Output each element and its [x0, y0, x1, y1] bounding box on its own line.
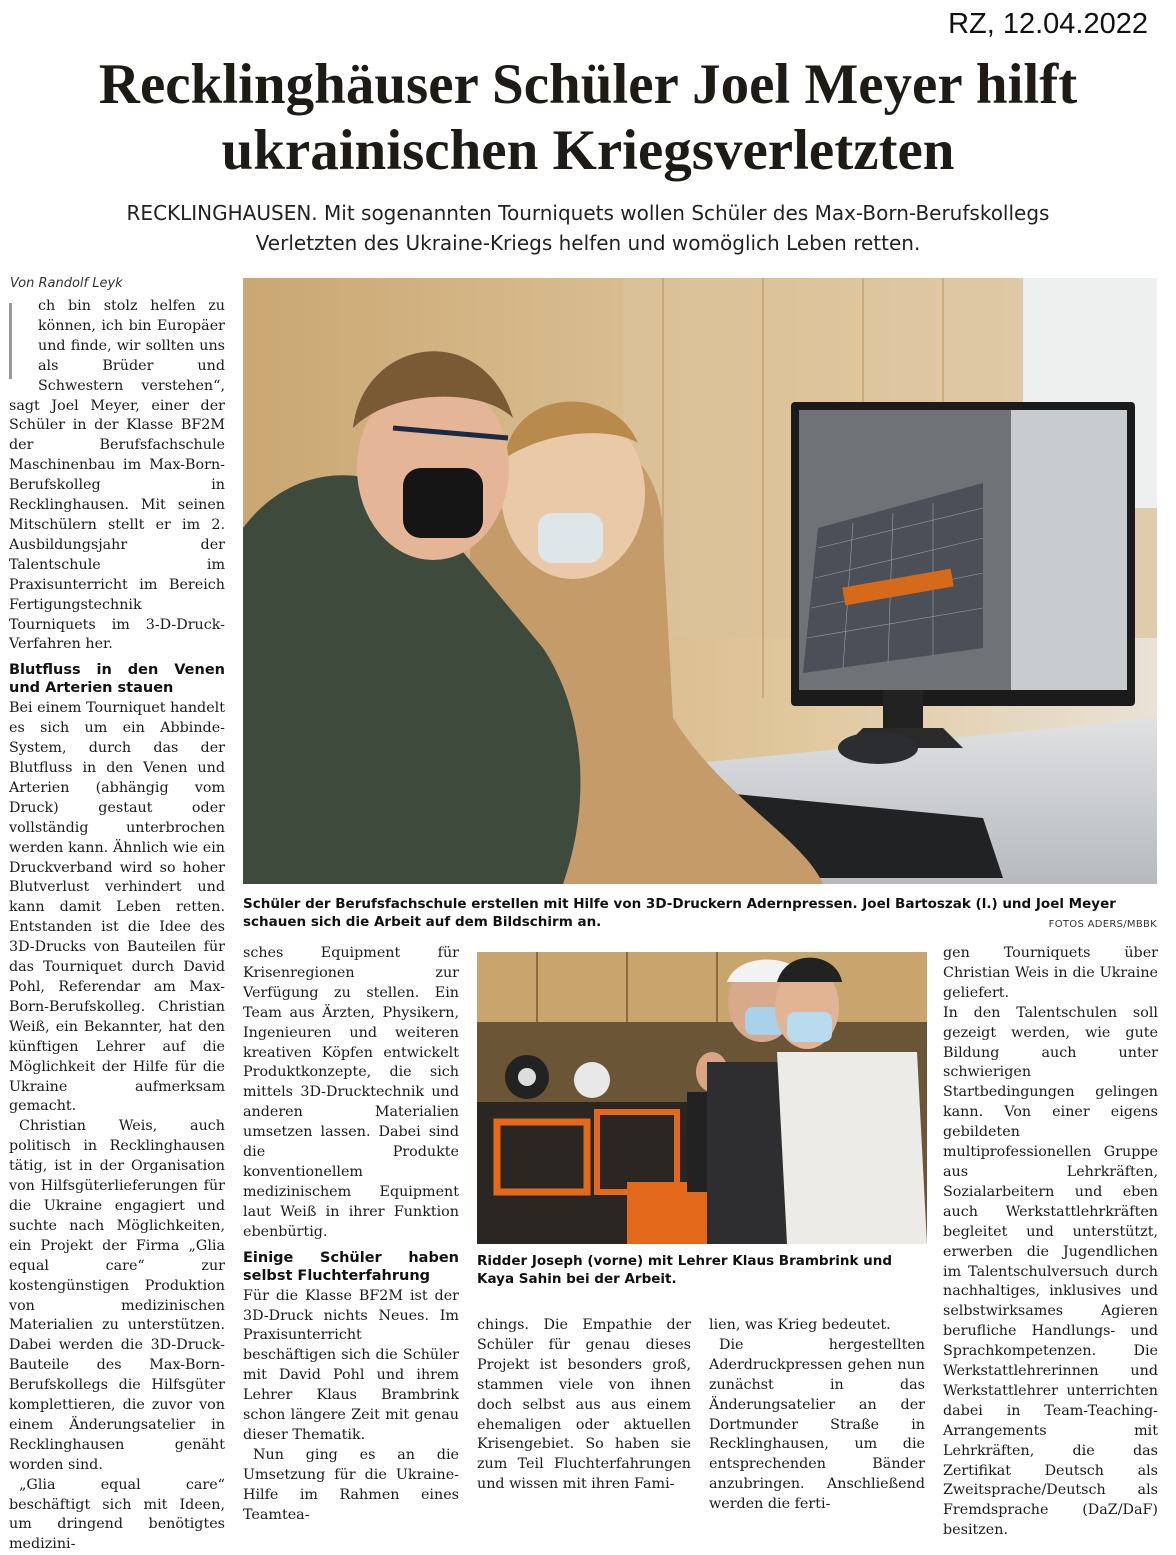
photo-credit: FOTOS ADERS/MBBK: [1048, 919, 1157, 930]
article-column-2: [243, 944, 459, 1525]
teaser: [60, 198, 1116, 258]
photo-students-at-3d-printers: [477, 952, 927, 1244]
subheading: Blutfluss in den Venen und Arterien stauen: [9, 662, 225, 697]
headline-line-1: Recklinghäuser Schüler Joel Meyer hilft: [98, 53, 1078, 116]
article-column-5: [943, 944, 1158, 1541]
photo-1-caption: Schüler der Berufsfachschule erstellen mit Hilfe von 3D-Druckern Adernpressen. Joel Bartoszak (l.) und Joel Meyer schauen sich die Arbeit auf dem Bildschirm an.: [243, 896, 1116, 930]
article-paragraph: In den Talentschulen soll gezeigt werden, wie gute Bildung auch unter schwierigen Startbedingungen gelingen kann. Von einer eigens gebildeten multiprofessionellen Gruppe aus Lehrkräften, Sozialarbeitern und eben auch Werkstattlehrkräften begleitet und unterstützt, erwerben die Jugendlichen im Talentschulversuch durch nachhaltiges, inklusives und selbstwirksames Agieren berufliche Handlungs- und Sprachkompetenzen. Die Werkstattlehrerinnen und Werkstattlehrer unterrichten dabei in Team-Teaching-Arrangements mit Lehrkräften, die das Zertifikat Deutsch als Zweitsprache/Deutsch als Fremdsprache (DaZ/DaF) besitzen.: [943, 1004, 1158, 1539]
headline-line-2: ukrainischen Kriegsverletzten: [221, 119, 955, 182]
photo-1-illustration: [243, 278, 1157, 884]
photo-students-at-computer: [243, 278, 1157, 884]
author-byline: Von Randolf Leyk: [10, 276, 123, 291]
article-column-4: [709, 1316, 925, 1515]
article-paragraph: chings. Die Empathie der Schüler für genau dieses Projekt ist besonders groß, stammen viele von ihnen doch selbst aus aus einem ehemaligen oder aktuellen Krisengebiet. So haben sie zum Teil Fluchterfahrungen und wissen mit ihren Fami-: [477, 1317, 691, 1493]
subheading: Einige Schüler haben selbst Fluchterfahrung: [243, 1249, 459, 1284]
teaser-line-2: Verletzten des Ukraine-Kriegs helfen und womöglich Leben retten.: [255, 231, 921, 255]
article-paragraph: Christian Weis, auch politisch in Recklinghausen tätig, ist in der Organisation von Hilfsgüterlieferungen für die Ukraine engagiert und suchte nach Möglichkeiten, ein Projekt der Firma „Glia equal care“ zur kostengünstigen Produktion von medizinischen Materialien zu unterstützen. Dabei werden die 3D-Druck-Bauteile des Max-Born-Berufskollegs die Hilfsgüter komplettieren, die zuvor von einem Änderungsatelier in Recklinghausen genäht worden sind.: [9, 1118, 225, 1473]
photo-2-caption: Ridder Joseph (vorne) mit Lehrer Klaus Brambrink und Kaya Sahin bei der Arbeit.: [477, 1253, 893, 1287]
article-paragraph: gen Tourniquets über Christian Weis in die Ukraine geliefert.: [943, 945, 1158, 1001]
article-paragraph: „Glia equal care“ beschäftigt sich mit Ideen, um dringend benötigtes medizini-: [9, 1476, 225, 1553]
source-date-label: RZ, 12.04.2022: [948, 8, 1148, 40]
article-paragraph: Für die Klasse BF2M ist der 3D-Druck nichts Neues. Im Praxisunterricht beschäftigen sich die Schüler mit David Pohl und ihrem Lehrer Klaus Brambrink schon längere Zeit mit genau dieser Thematik.: [243, 1287, 459, 1443]
article-column-1: [9, 297, 225, 1555]
article-paragraph: Bei einem Tourniquet handelt es sich um ein Abbinde-System, durch das der Blutfluss in den Venen und Arterien (abhängig vom Druck) gestaut oder vollständig unterbrochen werden kann. Ähnlich wie ein Druckverband wird so hoher Blutverlust verhindert und kann damit Leben retten. Entstanden ist die Idee des 3D-Drucks von Bauteilen für das Tourniquet durch David Pohl, Referendar am Max-Born-Berufskolleg. Christian Weiß, ein Bekannter, hat den künftigen Lehrer auf die Möglichkeit der Hilfe für die Ukraine aufmerksam gemacht.: [9, 700, 225, 1115]
headline: [0, 52, 1176, 184]
photo-2-illustration: [477, 952, 927, 1244]
article-paragraph: sches Equipment für Krisenregionen zur Verfügung zu stellen. Ein Team aus Ärzten, Physikern, Ingenieuren und weiteren kreativen Köpfen entwickelt Produktkonzepte, die sich mittels 3D-Drucktechnik und anderen Materialien umsetzen lassen. Dabei sind die Produkte konventionellem medizinischem Equipment laut Weiß in ihrer Funktion ebenbürtig.: [243, 945, 459, 1240]
teaser-line-1: RECKLINGHAUSEN. Mit sogenannten Tourniquets wollen Schüler des Max-Born-Berufskollegs: [126, 201, 1050, 225]
article-paragraph: ch bin stolz helfen zu können, ich bin Europäer und finde, wir sollten uns als Brüder und Schwestern verstehen“, sagt Joel Meyer, einer der Schüler in der Klasse BF2M der Berufsfachschule Maschinenbau im Max-Born-Berufskolleg in Recklinghausen. Mit seinen Mitschülern stellt er im 2. Ausbildungsjahr der Talentschule im Praxisunterricht im Bereich Fertigungstechnik Tourniquets im 3-D-Druck-Verfahren her.: [9, 298, 225, 653]
article-paragraph: Nun ging es an die Umsetzung für die Ukraine-Hilfe im Rahmen eines Teamtea-: [243, 1446, 459, 1523]
article-paragraph: Die hergestellten Aderdruckpressen gehen nun zunächst in das Änderungsatelier an der Dortmunder Straße in Recklinghausen, um die entsprechenden Bänder anzubringen. Anschließend werden die ferti-: [709, 1336, 925, 1513]
drop-cap-marker: [9, 303, 30, 379]
article-column-3: [477, 1316, 691, 1495]
article-paragraph: lien, was Krieg bedeutet.: [709, 1317, 891, 1333]
